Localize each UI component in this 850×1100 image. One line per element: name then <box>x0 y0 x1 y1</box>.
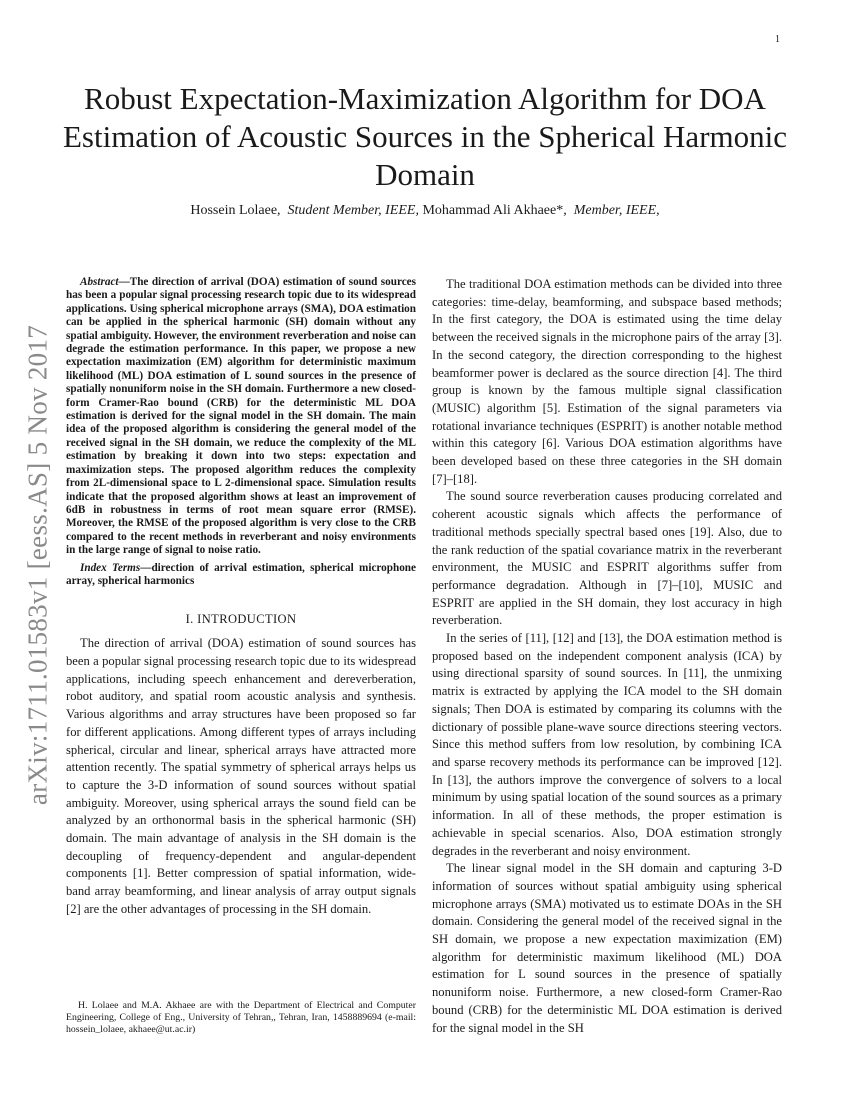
author-footnote: H. Lolaee and M.A. Akhaee are with the Department of Electrical and Computer Engineering, College of Eng., University of Tehran,, Tehran, Iran, 1458889694 (e-mail: hossein_lolaee, akhaee@ut.ac.ir) <box>66 1000 416 1035</box>
abstract-text: —The direction of arrival (DOA) estimation of sound sources has been a popular signal processing research topic due to its widespread applications. Using spherical microphone arrays (SMA), DOA estimation can be applied in the spherical harmonic (SH) domain without any spatial ambiguity. However, the environment reverberation and noise can degrade the estimation performance. In this paper, we propose a new expectation maximization (EM) algorithm for deterministic maximum likelihood (ML) DOA estimation of L sound sources in the presence of spatially nonuniform noise in the SH domain. Furthermore a new closed-form Cramer-Rao bound (CRB) for the deterministic ML DOA estimation is derived for the signal model in the SH domain. The main idea of the proposed algorithm is considering the general model of the received signal in the SH domain, we reduce the complexity of the ML estimation by breaking it down into two steps: expectation and maximization steps. The proposed algorithm reduces the complexity from 2L-dimensional space to L 2-dimensional space. Simulation results indicate that the proposed algorithm shows at least an improvement of 6dB in robustness in terms of root mean square error (RMSE). Moreover, the RMSE of the proposed algorithm is very close to the CRB compared to the recent methods in reverberant and noisy environments in the large range of signal to noise ratio. <box>66 276 416 557</box>
abstract-label: Abstract <box>80 276 119 288</box>
right-column <box>432 276 782 1037</box>
body-paragraph-2: The sound source reverberation causes producing correlated and coherent acoustic signals which affects the performance of traditional methods specially spectral based ones [19]. Also, due to the rank reduction of the spatial covariance matrix in the reverberant environment, the MUSIC and ESPRIT algorithms suffer from performance degradation. Although in [7]–[10], MUSIC and ESPRIT are applied in the SH domain, they lost accuracy in high reverberation. <box>432 489 782 628</box>
body-paragraph-1: The traditional DOA estimation methods can be divided into three categories: time-delay, beamforming, and subspace based methods; In the first category, the DOA is estimated using the time delay between the received signals in the microphone pairs of the array [3]. In the second category, the direction corresponding to the highest beamformer power is declared as the source direction [4]. The third group is known by the famous multiple signal classification (MUSIC) algorithm [5]. Estimation of the signal parameters via rotational invariance techniques (ESPRIT) is another notable method within this category [6]. Various DOA estimation algorithms have been developed based on these three categories in the SH domain [7]–[18]. <box>432 277 782 486</box>
author-1-role: Student Member, IEEE, <box>287 203 419 218</box>
body-paragraph-3: In the series of [11], [12] and [13], the DOA estimation method is proposed based on the independent component analysis (ICA) by using directional sparsity of sound sources. In [11], the unmixing matrix is extracted by applying the ICA model to the SH domain signals; Then DOA is estimated by comparing its columns with the dictionary of possible plane-wave source directions steering vectors. Since this method suffers from low resolution, by combining ICA and sparse recovery methods its performance can be improved [12]. In [13], the authors improve the convergence of solvers to a local minimum by using spatial location of the sound sources as a primary information. In all of these methods, the proper estimation is achievable in special scenarios. Also, DOA estimation strongly degrades in the reverberant and noisy environment. <box>432 631 782 858</box>
body-paragraph-4: The linear signal model in the SH domain and capturing 3-D information of sources without spatial ambiguity using spherical microphone arrays (SMA) motivated us to estimate DOAs in the SH domain. Considering the general model of the received signal in the SH domain, we propose a new expectation maximization (EM) algorithm for deterministic maximum likelihood (ML) DOA estimation for L sound sources in the presence of spatially nonuniform noise. Furthermore, a new closed-form Cramer-Rao bound (CRB) for the deterministic ML DOA estimation is derived for the signal model in the SH <box>432 861 782 1035</box>
abstract <box>66 276 416 558</box>
author-1-name: Hossein Lolaee, <box>190 203 281 218</box>
arxiv-id: arXiv:1711.01583v1 [eess.AS] 5 Nov 2017 <box>22 324 53 806</box>
page-number: 1 <box>775 34 780 45</box>
section-heading-introduction: I. INTRODUCTION <box>185 612 297 627</box>
index-terms <box>66 562 416 589</box>
intro-paragraph-1: The direction of arrival (DOA) estimation of sound sources has been a popular signal processing research topic due to its widespread applications, including speech enhancement and dereverberation, robot auditory, and spatial room acoustic analysis and synthesis. Various algorithms and array structures have been proposed so far for different applications. Among different types of arrays including spherical, circular and linear, spherical arrays have attracted more attention recently. The spatial symmetry of spherical arrays helps us to capture the 3-D information of sound sources without spatial ambiguity. Moreover, using spherical arrays the sound field can be analyzed by an orthonormal basis in the spherical harmonic (SH) domain. The main advantage of analysis in the SH domain is the decoupling of frequency-dependent and angular-dependent components [1]. Better compression of spatial information, wide-band array beamforming, and linear analysis of array output signals [2] are the other advantages of processing in the SH domain. <box>66 636 416 916</box>
left-column <box>66 276 416 919</box>
author-2-name: Mohammad Ali Akhaee*, <box>422 203 567 218</box>
author-2-role: Member, IEEE, <box>573 203 660 218</box>
index-terms-text: —direction of arrival estimation, spherical microphone array, spherical harmonics <box>66 561 416 587</box>
index-terms-label: Index Terms <box>80 561 141 574</box>
author-line <box>60 203 790 219</box>
paper-title: Robust Expectation-Maximization Algorithm for DOA Estimation of Acoustic Sources in the Spherical Harmonic Domain <box>62 81 788 192</box>
